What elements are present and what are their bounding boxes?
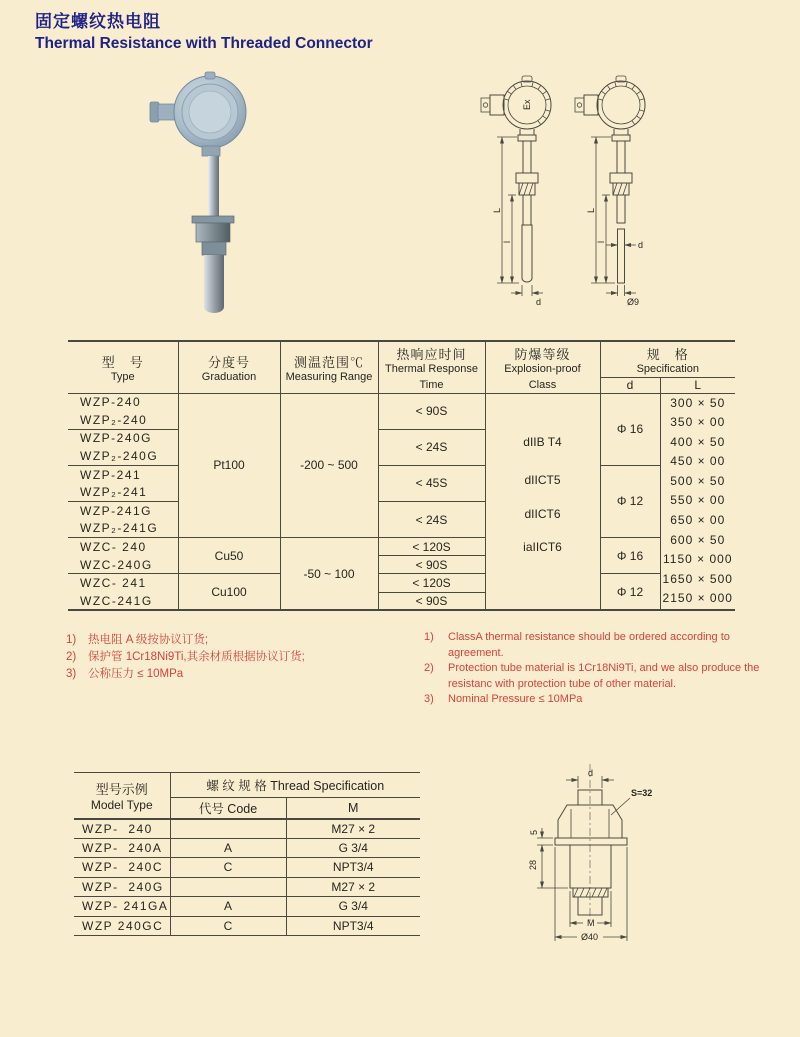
col-header-range: 测温范围℃ Measuring Range xyxy=(280,341,378,393)
col-header-graduation: 分度号 Graduation xyxy=(178,341,280,393)
col-header-time: 热响应时间 Thermal Response Time xyxy=(378,341,485,393)
code-cell: C xyxy=(170,858,286,878)
dimension-d-left xyxy=(511,285,543,307)
table-row xyxy=(68,465,735,483)
col-header-specification: 规 格 Specification xyxy=(600,341,735,377)
drawing-sensor-left xyxy=(481,76,551,307)
dimension-d9-right xyxy=(606,285,639,307)
type-cell: WZP₂-240G xyxy=(68,447,178,465)
time-cell: < 45S xyxy=(378,465,485,501)
model-cell: WZP- 240 xyxy=(74,819,170,839)
model-cell: WZP- 240C xyxy=(74,858,170,878)
svg-text:5: 5 xyxy=(529,829,539,835)
dimension-l-right xyxy=(596,195,610,283)
L-value: 650 × 00 xyxy=(670,513,726,528)
L-value: 600 × 50 xyxy=(670,532,726,547)
type-cell: WZP-240 xyxy=(68,393,178,411)
type-cell: WZP₂-240 xyxy=(68,411,178,429)
col-header-thread-spec: 螺 纹 规 格 Thread Specification xyxy=(170,773,420,798)
model-cell: WZP- 240G xyxy=(74,877,170,897)
label-s32 xyxy=(611,788,652,815)
dimension-28 xyxy=(528,845,568,888)
model-cell: WZP 240GC xyxy=(74,916,170,936)
d-cell: Φ 12 xyxy=(600,465,660,537)
col-header-m: M xyxy=(286,798,420,819)
type-cell: WZC-240G xyxy=(68,556,178,574)
svg-text:M: M xyxy=(587,918,595,928)
type-cell: WZP₂-241G xyxy=(68,520,178,538)
explosion-class-value: dIICT5 xyxy=(524,472,561,487)
code-cell: C xyxy=(170,916,286,936)
col-header-model-type: 型号示例 Model Type xyxy=(74,773,170,819)
graduation-cell: Cu50 xyxy=(178,538,280,574)
d-cell: Φ 12 xyxy=(600,574,660,610)
table-row xyxy=(74,916,420,936)
m-cell: G 3/4 xyxy=(286,897,420,917)
page-title-chinese: 固定螺纹热电阻 xyxy=(35,12,161,31)
explosion-class-value: dIICT6 xyxy=(524,506,561,521)
note-text: ClassA thermal resistance should be ordered according to agreement. xyxy=(448,631,730,659)
ex-label: Ex xyxy=(522,99,532,110)
table-row xyxy=(74,858,420,878)
type-cell: WZC- 240 xyxy=(68,538,178,556)
note-text: Protection tube material is 1Cr18Ni9Ti, and we also produce the resistanc with protection tube of other material. xyxy=(448,662,760,690)
svg-text:l: l xyxy=(502,241,512,243)
threaded-connector-drawing xyxy=(525,748,745,963)
col-header-code: 代号 Code xyxy=(170,798,286,819)
svg-text:L: L xyxy=(586,207,596,213)
note-text: 公称压力 ≤ 10MPa xyxy=(88,668,184,680)
note-item xyxy=(66,649,416,666)
dimension-5 xyxy=(529,828,553,845)
type-cell: WZP-240G xyxy=(68,429,178,447)
time-cell: < 24S xyxy=(378,429,485,465)
specification-table xyxy=(68,340,735,611)
table-row xyxy=(74,838,420,858)
model-cell: WZP- 241GA xyxy=(74,897,170,917)
technical-drawings xyxy=(455,70,690,335)
svg-text:28: 28 xyxy=(528,859,538,870)
L-value: 2150 × 000 xyxy=(662,591,733,606)
sensor-photo-head xyxy=(150,72,246,148)
m-cell: M27 × 2 xyxy=(286,877,420,897)
dimension-L-right xyxy=(586,137,615,283)
code-cell xyxy=(170,877,286,897)
note-number: 1) xyxy=(66,634,77,646)
note-text: 保护管 1Cr18Ni9Ti,其余材质根据协议订货; xyxy=(88,651,305,663)
svg-text:Ø9: Ø9 xyxy=(627,297,640,307)
note-text: 热电阻 A 级按协议订货; xyxy=(88,634,209,646)
d-cell: Φ 16 xyxy=(600,393,660,465)
drawing-sensor-right xyxy=(575,76,645,307)
table-row xyxy=(68,393,735,411)
d-cell: Φ 16 xyxy=(600,538,660,574)
graduation-cell: Cu100 xyxy=(178,574,280,610)
time-cell: < 120S xyxy=(378,574,485,592)
time-cell: < 90S xyxy=(378,592,485,610)
m-cell: G 3/4 xyxy=(286,838,420,858)
dimension-L-left xyxy=(492,137,519,283)
L-value: 1650 × 500 xyxy=(662,571,733,586)
table-row xyxy=(74,897,420,917)
note-item xyxy=(424,661,764,692)
L-values-cell xyxy=(660,393,735,610)
time-cell: < 90S xyxy=(378,556,485,574)
m-cell: NPT3/4 xyxy=(332,918,374,933)
L-value: 1150 × 000 xyxy=(662,552,733,567)
explosion-class-value: dIIB T4 xyxy=(523,434,562,449)
type-cell: WZC- 241 xyxy=(68,574,178,592)
table-row xyxy=(74,877,420,897)
L-value: 550 × 00 xyxy=(670,493,726,508)
col-header-L: L xyxy=(660,377,735,393)
L-value: 500 × 50 xyxy=(670,473,726,488)
table-row xyxy=(74,819,420,839)
note-number: 3) xyxy=(66,668,77,680)
sensor-photo-stem xyxy=(192,146,234,313)
note-number: 2) xyxy=(424,662,434,674)
graduation-cell: Pt100 xyxy=(178,393,280,538)
m-cell: M27 × 2 xyxy=(286,819,420,839)
note-item xyxy=(424,630,764,661)
code-cell: A xyxy=(170,897,286,917)
notes-chinese xyxy=(66,632,416,683)
page-title-english: Thermal Resistance with Threaded Connector xyxy=(35,35,373,52)
svg-text:d: d xyxy=(536,297,542,307)
L-value: 350 × 00 xyxy=(670,415,726,430)
L-value: 400 × 50 xyxy=(670,434,726,449)
svg-text:l: l xyxy=(596,241,606,243)
col-header-d: d xyxy=(600,377,660,393)
L-value: 450 × 00 xyxy=(670,454,726,469)
type-cell: WZP₂-241 xyxy=(68,483,178,501)
connector-body xyxy=(555,790,627,915)
svg-text:L: L xyxy=(492,207,502,213)
model-thread-table xyxy=(74,772,420,936)
explosion-class-value: iaIICT6 xyxy=(523,539,562,554)
L-value: 300 × 50 xyxy=(670,395,726,410)
svg-text:d: d xyxy=(638,240,644,250)
range-cell: -200 ~ 500 xyxy=(280,393,378,538)
note-number: 2) xyxy=(66,651,77,663)
code-cell: A xyxy=(170,838,286,858)
code-cell xyxy=(170,819,286,839)
time-cell: < 120S xyxy=(378,538,485,556)
dimension-l-left xyxy=(502,195,516,283)
table-row xyxy=(68,574,735,592)
note-item xyxy=(66,632,416,649)
type-cell: WZP-241 xyxy=(68,465,178,483)
time-cell: < 90S xyxy=(378,393,485,429)
note-number: 1) xyxy=(424,631,434,643)
type-cell: WZC-241G xyxy=(68,592,178,610)
page-title xyxy=(35,7,373,53)
range-cell: -50 ~ 100 xyxy=(280,538,378,610)
type-cell: WZP-241G xyxy=(68,501,178,519)
note-text: Nominal Pressure ≤ 10MPa xyxy=(448,693,583,705)
svg-text:S=32: S=32 xyxy=(631,788,653,798)
m-cell: NPT3/4 xyxy=(286,858,420,878)
time-cell: < 24S xyxy=(378,501,485,537)
product-photo xyxy=(148,70,333,320)
model-cell: WZP- 240A xyxy=(74,838,170,858)
svg-text:d: d xyxy=(588,768,594,778)
col-header-explosion: 防爆等级 Explosion-proof Class xyxy=(485,341,600,393)
notes-english xyxy=(424,630,764,708)
col-header-type: 型 号 Type xyxy=(68,341,178,393)
svg-text:Ø40: Ø40 xyxy=(581,932,599,942)
table-row xyxy=(68,538,735,556)
note-item xyxy=(424,692,764,708)
explosion-class-cell xyxy=(485,393,600,610)
note-number: 3) xyxy=(424,693,434,705)
note-item xyxy=(66,666,416,683)
